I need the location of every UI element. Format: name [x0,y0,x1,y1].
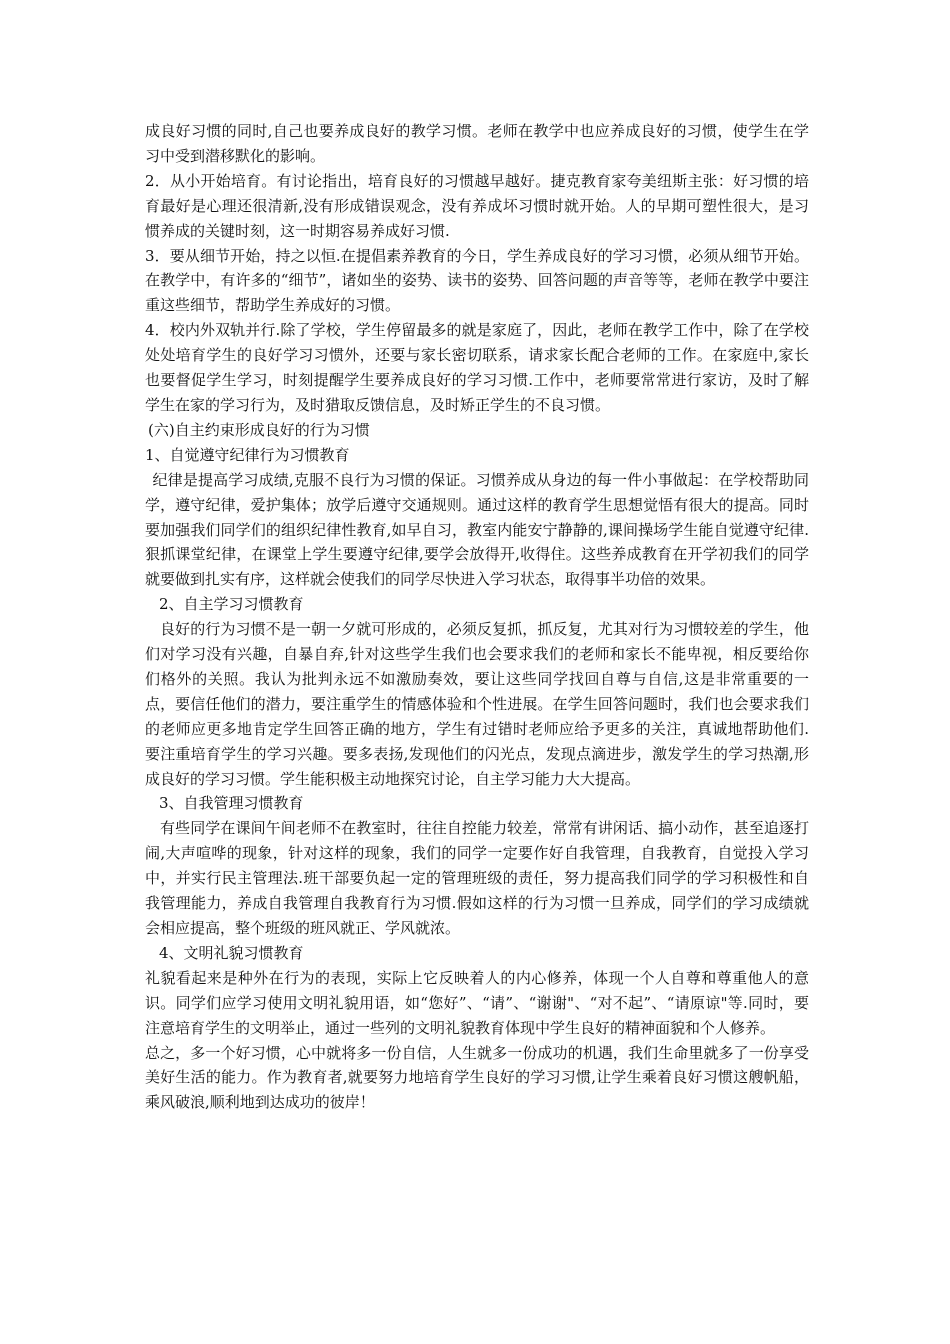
subheading-discipline: 1、自觉遵守纪律行为习惯教育 [145,445,350,464]
paragraph-continuation: 成良好习惯的同时,自己也要养成良好的教学习惯。老师在教学中也应养成良好的习惯，使学生在学习中受到潜移默化的影响。 [145,122,809,165]
paragraph-item-4: 4．校内外双轨并行.除了学校，学生停留最多的就是家庭了，因此，老师在教学工作中，除了在学校处处培育学生的良好学习习惯外，还要与家长密切联系，请求家长配合老师的工作。在家庭中,家长也要督促学生学习，时刻提醒学生要养成良好的学习习惯.工作中，老师要常常进行家访，及时了解学生在家的学习行为，及时猎取反馈信息，及时矫正学生的不良习惯。 [145,321,809,414]
paragraph-discipline: 纪律是提高学习成绩,克服不良行为习惯的保证。习惯养成从身边的每一件小事做起：在学校帮助同学，遵守纪律，爱护集体；放学后遵守交通规则。通过这样的教育学生思想觉悟有很大的提高。同时要加强我们同学们的组织纪律性教育,如早自习，教室内能安宁静静的,课间操场学生能自觉遵守纪律.狠抓课堂纪律，在课堂上学生要遵守纪律,要学会放得开,收得住。这些养成教育在开学初我们的同学就要做到扎实有序，这样就会使我们的同学尽快进入学习状态，取得事半功倍的效果。 [145,470,809,589]
subheading-courtesy: 4、文明礼貌习惯教育 [159,943,304,962]
paragraph-item-3: 3．要从细节开始，持之以恒.在提倡素养教育的今日，学生养成良好的学习习惯，必须从细节开始。在教学中，有许多的“细节”，诸如坐的姿势、读书的姿势、回答问题的声音等等，老师在教学中要注重这些细节，帮助学生养成好的习惯。 [145,246,809,315]
paragraph-item-2: 2．从小开始培育。有讨论指出，培育良好的习惯越早越好。捷克教育家夸美纽斯主张：好习惯的培育最好是心理还很清新,没有形成错误观念，没有养成坏习惯时就开始。人的早期可塑性很大，是习惯养成的关键时刻，这一时期容易养成好习惯. [145,171,809,240]
section-heading-6: (六)自主约束形成良好的行为习惯 [148,420,370,439]
paragraph-conclusion: 总之，多一个好习惯，心中就将多一份自信，人生就多一份成功的机遇，我们生命里就多了一份享受美好生活的能力。作为教育者,就要努力地培育学生良好的学习习惯,让学生乘着良好习惯这艘帆船，乘风破浪,顺利地到达成功的彼岸！ [145,1043,809,1112]
subheading-self-management: 3、自我管理习惯教育 [159,794,304,813]
paragraph-self-study: 良好的行为习惯不是一朝一夕就可形成的，必须反复抓，抓反复，尤其对行为习惯较差的学生，他们对学习没有兴趣，自暴自弃,针对这些学生我们也会要求我们的老师和家长不能卑视，相反要给你们格外的关照。我认为批判永远不如激励奏效，要让这些同学找回自尊与自信,这是非常重要的一点，要信任他们的潜力，要注重学生的情感体验和个性进展。在学生回答问题时，我们也会要求我们的老师应更多地肯定学生回答正确的地方，学生有过错时老师应给予更多的关注，真诚地帮助他们.要注重培育学生的学习兴趣。要多表扬,发现他们的闪光点，发现点滴进步，激发学生的学习热潮,形成良好的学习习惯。学生能积极主动地探究讨论，自主学习能力大大提高。 [145,620,809,788]
document-body [145,119,809,1115]
subheading-self-study: 2、自主学习习惯教育 [159,595,304,614]
paragraph-courtesy: 礼貌看起来是种外在行为的表现，实际上它反映着人的内心修养，体现一个人自尊和尊重他人的意识。同学们应学习使用文明礼貌用语，如“您好”、“请”、“谢谢"、“对不起”、“请原谅"等.同时，要注意培育学生的文明举止，通过一些列的文明礼貌教育体现中学生良好的精神面貌和个人修养。 [145,968,809,1037]
paragraph-self-management: 有些同学在课间午间老师不在教室时，往往自控能力较差，常常有讲闲话、搞小动作，甚至追逐打闹,大声喧哗的现象，针对这样的现象，我们的同学一定要作好自我管理，自我教育，自觉投入学习中，并实行民主管理法.班干部要负起一定的管理班级的责任，努力提高我们同学的学习积极性和自我管理能力，养成自我管理自我教育行为习惯.假如这样的行为习惯一旦养成，同学们的学习成绩就会相应提高，整个班级的班风就正、学风就浓。 [145,819,809,937]
